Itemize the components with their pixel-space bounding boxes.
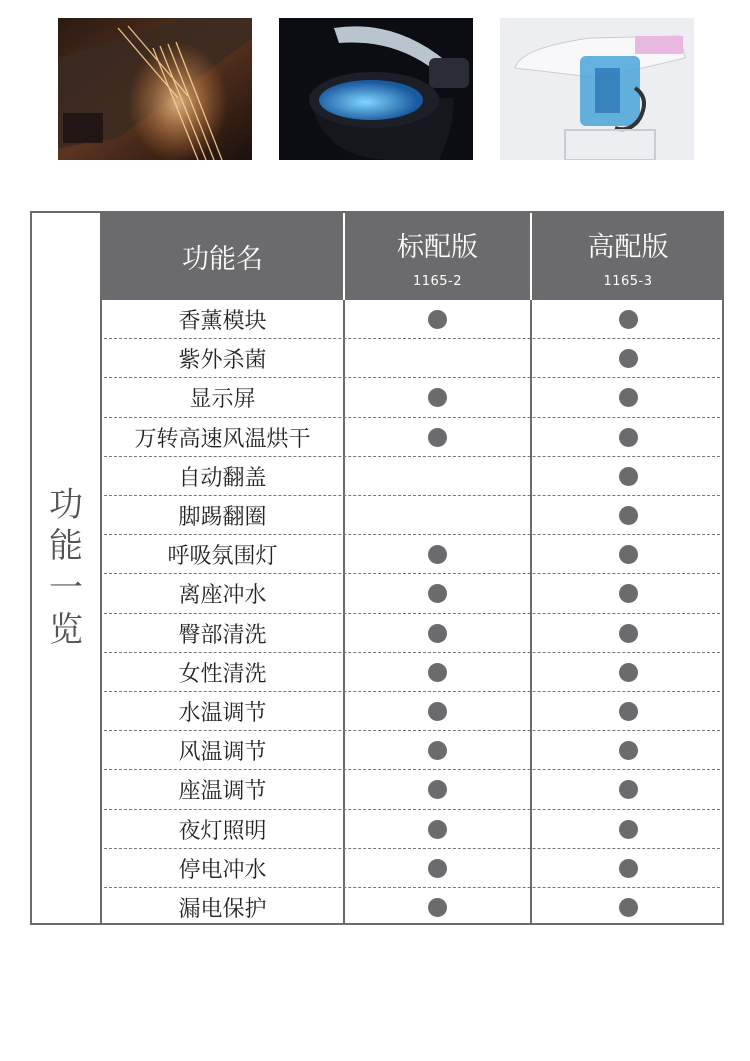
- table-row: [102, 849, 722, 888]
- standard-title: 标配版: [397, 231, 478, 263]
- table-row: [102, 731, 722, 770]
- function-name-cell: 座温调节: [178, 779, 267, 805]
- premium-support-cell: [532, 692, 724, 731]
- table-body: [102, 300, 722, 923]
- function-name-cell: 风温调节: [178, 740, 267, 766]
- supported-dot-icon: [619, 388, 638, 407]
- table-row: [102, 535, 722, 574]
- function-name-cell: 呼吸氛围灯: [167, 544, 278, 570]
- table-row: [102, 457, 722, 496]
- supported-dot-icon: [619, 467, 638, 486]
- table-row: [102, 888, 722, 927]
- supported-dot-icon: [428, 741, 447, 760]
- supported-dot-icon: [428, 780, 447, 799]
- premium-title: 高配版: [587, 231, 669, 263]
- supported-dot-icon: [619, 624, 638, 643]
- table-row: [102, 574, 722, 613]
- table-row: [102, 378, 722, 417]
- blue-night-light-toilet-photo: [279, 18, 473, 160]
- premium-model: 1165-3: [603, 273, 653, 289]
- supported-dot-icon: [619, 780, 638, 799]
- function-name-cell: 漏电保护: [178, 897, 267, 923]
- supported-dot-icon: [428, 545, 447, 564]
- premium-support-cell: [532, 378, 724, 417]
- supported-dot-icon: [619, 741, 638, 760]
- premium-support-cell: [532, 496, 724, 535]
- function-comparison-table: [30, 211, 724, 925]
- table-header: [102, 213, 722, 300]
- standard-support-cell: [345, 535, 530, 574]
- function-name-cell: 自动翻盖: [178, 465, 267, 491]
- supported-dot-icon: [428, 702, 447, 721]
- header-standard: [345, 213, 530, 300]
- premium-support-cell: [532, 574, 724, 613]
- heating-element-photo: [58, 18, 252, 160]
- side-label-char: 功: [49, 484, 83, 525]
- function-name-cell: 香薰模块: [178, 309, 267, 335]
- function-name-cell: 夜灯照明: [178, 818, 267, 844]
- standard-support-cell: [345, 496, 530, 535]
- standard-model: 1165-2: [412, 273, 463, 289]
- premium-support-cell: [532, 339, 724, 378]
- standard-support-cell: [345, 653, 530, 692]
- function-name-cell: 女性清洗: [178, 661, 267, 687]
- function-name-cell: 臀部清洗: [178, 622, 267, 648]
- function-name-cell: 离座冲水: [178, 583, 267, 609]
- table-row: [102, 810, 722, 849]
- supported-dot-icon: [619, 545, 638, 564]
- header-premium: [532, 213, 724, 300]
- transparent-water-tank-photo: [500, 18, 694, 160]
- function-name-cell: 水温调节: [178, 701, 267, 727]
- premium-support-cell: [532, 731, 724, 770]
- standard-support-cell: [345, 378, 530, 417]
- function-name-cell: 紫外杀菌: [178, 348, 267, 374]
- standard-support-cell: [345, 574, 530, 613]
- supported-dot-icon: [428, 310, 447, 329]
- standard-support-cell: [345, 849, 530, 888]
- supported-dot-icon: [619, 584, 638, 603]
- supported-dot-icon: [428, 820, 447, 839]
- table-row: [102, 614, 722, 653]
- table-row: [102, 770, 722, 809]
- function-name-cell: 脚踢翻圈: [178, 505, 267, 531]
- standard-support-cell: [345, 339, 530, 378]
- function-name-cell: 停电冲水: [178, 857, 267, 883]
- premium-support-cell: [532, 653, 724, 692]
- premium-support-cell: [532, 614, 724, 653]
- supported-dot-icon: [428, 428, 447, 447]
- premium-support-cell: [532, 888, 724, 927]
- premium-support-cell: [532, 849, 724, 888]
- supported-dot-icon: [619, 349, 638, 368]
- supported-dot-icon: [619, 702, 638, 721]
- side-label-char: 览: [49, 609, 83, 650]
- supported-dot-icon: [619, 859, 638, 878]
- standard-support-cell: [345, 810, 530, 849]
- header-function-name: 功能名: [182, 244, 263, 275]
- premium-support-cell: [532, 810, 724, 849]
- supported-dot-icon: [428, 859, 447, 878]
- table-row: [102, 339, 722, 378]
- premium-support-cell: [532, 300, 724, 339]
- supported-dot-icon: [619, 663, 638, 682]
- supported-dot-icon: [619, 428, 638, 447]
- side-label-char: 能: [49, 526, 83, 567]
- function-name-cell: 万转高速风温烘干: [134, 426, 311, 452]
- table-row: [102, 653, 722, 692]
- premium-support-cell: [532, 770, 724, 809]
- table-row: [102, 300, 722, 339]
- standard-support-cell: [345, 770, 530, 809]
- standard-support-cell: [345, 418, 530, 457]
- side-label: [32, 213, 102, 923]
- supported-dot-icon: [619, 820, 638, 839]
- supported-dot-icon: [619, 310, 638, 329]
- supported-dot-icon: [428, 898, 447, 917]
- supported-dot-icon: [428, 663, 447, 682]
- function-name-cell: 显示屏: [189, 387, 256, 413]
- supported-dot-icon: [619, 506, 638, 525]
- supported-dot-icon: [428, 388, 447, 407]
- premium-support-cell: [532, 418, 724, 457]
- premium-support-cell: [532, 457, 724, 496]
- standard-support-cell: [345, 692, 530, 731]
- supported-dot-icon: [619, 898, 638, 917]
- table-row: [102, 496, 722, 535]
- supported-dot-icon: [428, 624, 447, 643]
- premium-support-cell: [532, 535, 724, 574]
- supported-dot-icon: [428, 584, 447, 603]
- table-row: [102, 418, 722, 457]
- standard-support-cell: [345, 614, 530, 653]
- standard-support-cell: [345, 731, 530, 770]
- standard-support-cell: [345, 300, 530, 339]
- side-label-char: 一: [49, 568, 83, 608]
- standard-support-cell: [345, 457, 530, 496]
- table-row: [102, 692, 722, 731]
- standard-support-cell: [345, 888, 530, 927]
